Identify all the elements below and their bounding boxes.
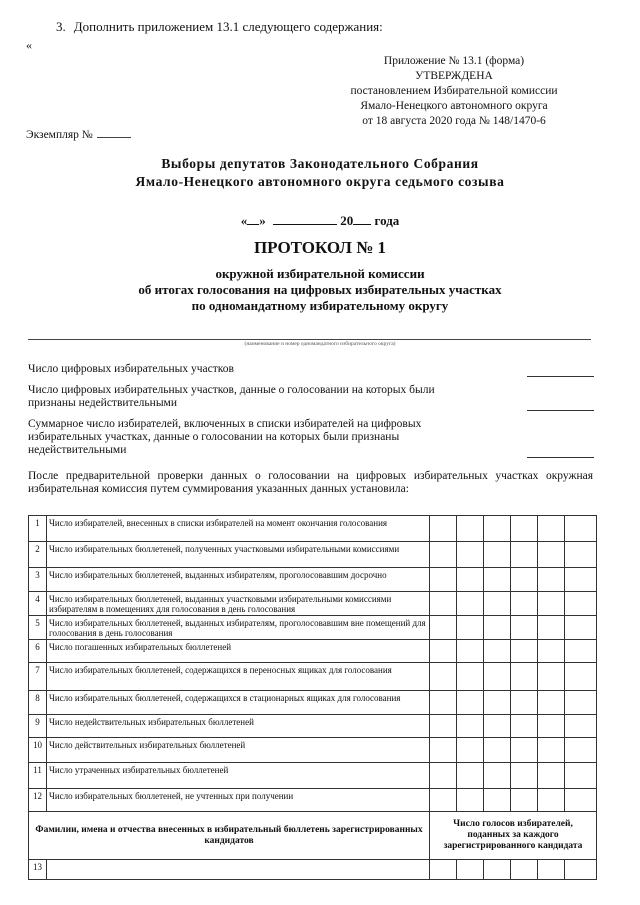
value-cell[interactable] [457,860,484,880]
value-cell[interactable] [430,616,457,640]
candidates-header-left: Фамилии, имена и отчества внесенных в избирательный бюллетень зарегистрированных кандидатов [29,812,430,860]
value-cell[interactable] [484,542,511,568]
value-cell[interactable] [430,592,457,616]
intro-line [56,19,383,35]
row-label: Число избирательных бюллетеней, содержащихся в стационарных ящиках для голосования [47,691,430,715]
intro-text: Дополнить приложением 13.1 следующего содержания: [73,19,383,34]
value-cell[interactable] [484,663,511,691]
value-cell[interactable] [511,691,538,715]
row-label: Число погашенных избирательных бюллетеней [47,640,430,663]
value-cell[interactable] [430,542,457,568]
value-cell[interactable] [565,860,597,880]
copy-label: Экземпляр № [26,129,93,141]
value-cell[interactable] [484,640,511,663]
value-cell[interactable] [511,592,538,616]
value-cell[interactable] [484,860,511,880]
stat-total-voters-blank[interactable] [527,457,594,458]
intro-number: 3. [56,19,66,34]
value-cell[interactable] [565,568,597,592]
value-cell[interactable] [457,763,484,789]
row-number: 7 [29,663,47,691]
value-cell[interactable] [511,715,538,738]
row-label: Число избирательных бюллетеней, выданных избирателям, проголосовавшим досрочно [47,568,430,592]
elections-title-line: Выборы депутатов Законодательного Собрания [161,156,479,171]
day-blank[interactable] [247,212,259,225]
value-cell[interactable] [538,691,565,715]
open-quote: « [26,38,32,52]
value-cell[interactable] [457,738,484,763]
value-cell[interactable] [565,616,597,640]
table-row [29,789,597,812]
row-number: 1 [29,516,47,542]
table-row [29,860,597,880]
value-cell[interactable] [511,763,538,789]
value-cell[interactable] [538,592,565,616]
row-label: Число избирательных бюллетеней, выданных избирателям, проголосовавшим вне помещений для голосования в день голосования [47,616,430,640]
value-cell[interactable] [538,715,565,738]
commission-title-line: окружной избирательной комиссии [215,266,425,281]
copy-number [26,126,131,141]
value-cell[interactable] [538,516,565,542]
approval-line: Ямало-Ненецкого автономного округа [360,100,548,112]
value-cell[interactable] [430,789,457,812]
value-cell[interactable] [457,568,484,592]
row-number: 12 [29,789,47,812]
table-row [29,715,597,738]
candidates-header-row [29,812,597,860]
approval-line: от 18 августа 2020 года № 148/1470-6 [362,115,546,127]
value-cell[interactable] [484,789,511,812]
row-label: Число избирательных бюллетеней, содержащихся в переносных ящиках для голосования [47,663,430,691]
value-cell[interactable] [511,568,538,592]
candidates-header-right: Число голосов избирателей, поданных за каждого зарегистрированного кандидата [430,812,597,860]
value-cell[interactable] [565,738,597,763]
value-cell[interactable] [430,738,457,763]
stat-invalid-precincts: Число цифровых избирательных участков, данные о голосовании на которых были признаны недействительными [28,384,435,409]
date-close-quote: » [259,213,266,228]
value-cell[interactable] [511,860,538,880]
table-row [29,516,597,542]
elections-title [0,155,640,191]
value-cell[interactable] [511,663,538,691]
value-cell[interactable] [457,592,484,616]
value-cell[interactable] [430,763,457,789]
row-label: Число избирательных бюллетеней, полученных участковыми избирательными комиссиями [47,542,430,568]
value-cell[interactable] [484,616,511,640]
value-cell[interactable] [511,738,538,763]
value-cell[interactable] [484,568,511,592]
row-label: Число недействительных избирательных бюллетеней [47,715,430,738]
value-cell[interactable] [457,691,484,715]
candidate-name-cell[interactable] [47,860,430,880]
established-paragraph: После предварительной проверки данных о голосовании на цифровых избирательных участках окружная избирательная комиссия путем суммирования указанных данных установила: [28,470,593,495]
stat-digital-precincts: Число цифровых избирательных участков [28,363,234,375]
table-row [29,616,597,640]
year-blank[interactable] [353,212,371,225]
value-cell[interactable] [457,640,484,663]
value-cell[interactable] [538,616,565,640]
row-label: Число действительных избирательных бюллетеней [47,738,430,763]
stat-total-voters: Суммарное число избирателей, включенных в списки избирателей на цифровых избирательных участках, данные о голосовании на которых были признаны недействительными [28,418,422,456]
stat-invalid-precincts-blank[interactable] [527,410,594,411]
value-cell[interactable] [565,763,597,789]
value-cell[interactable] [565,592,597,616]
value-cell[interactable] [430,663,457,691]
value-cell[interactable] [430,640,457,663]
table-row [29,640,597,663]
value-cell[interactable] [538,738,565,763]
approval-line: Приложение № 13.1 (форма) [383,55,525,67]
table-row [29,738,597,763]
value-cell[interactable] [538,663,565,691]
value-cell[interactable] [565,715,597,738]
year-prefix: 20 [340,213,354,228]
row-number: 3 [29,568,47,592]
value-cell[interactable] [565,663,597,691]
row-label: Число избирательных бюллетеней, не учтенных при получении [47,789,430,812]
copy-number-blank[interactable] [97,126,131,138]
district-note: (наименование и номер одномандатного избирательного округа) [244,341,396,347]
value-cell[interactable] [565,789,597,812]
value-cell[interactable] [538,763,565,789]
row-label: Число утраченных избирательных бюллетеней [47,763,430,789]
table-row [29,691,597,715]
row-label: Число избирателей, внесенных в списки избирателей на момент окончания голосования [47,516,430,542]
value-cell[interactable] [538,542,565,568]
month-blank[interactable] [273,212,337,225]
value-cell[interactable] [538,789,565,812]
commission-title [0,266,640,314]
value-cell[interactable] [565,542,597,568]
value-cell[interactable] [457,715,484,738]
value-cell[interactable] [484,715,511,738]
value-cell[interactable] [430,516,457,542]
commission-title-line: по одномандатному избирательному округу [191,298,449,313]
row-number: 6 [29,640,47,663]
value-cell[interactable] [457,663,484,691]
row-label: Число избирательных бюллетеней, выданных участковыми избирательными комиссиями избирателям в помещениях для голосования в день голосования [47,592,430,616]
row-number: 13 [29,860,47,880]
value-cell[interactable] [430,568,457,592]
table-row [29,592,597,616]
row-number: 9 [29,715,47,738]
row-number: 2 [29,542,47,568]
elections-title-line: Ямало-Ненецкого автономного округа седьмого созыва [135,174,505,189]
row-number: 8 [29,691,47,715]
table-row [29,542,597,568]
value-cell[interactable] [538,568,565,592]
row-number: 10 [29,738,47,763]
value-cell[interactable] [457,789,484,812]
value-cell[interactable] [484,763,511,789]
protocol-title: ПРОТОКОЛ № 1 [253,238,387,257]
date-line [0,212,640,229]
value-cell[interactable] [430,691,457,715]
value-cell[interactable] [484,592,511,616]
value-cell[interactable] [538,640,565,663]
approval-block [324,54,584,129]
value-cell[interactable] [538,860,565,880]
date-open-quote: « [240,213,248,228]
row-number: 4 [29,592,47,616]
value-cell[interactable] [565,691,597,715]
approval-line: УТВЕРЖДЕНА [415,70,493,82]
value-cell[interactable] [511,616,538,640]
approval-line: постановлением Избирательной комиссии [350,85,558,97]
value-cell[interactable] [484,691,511,715]
value-cell[interactable] [484,516,511,542]
value-cell[interactable] [457,542,484,568]
value-cell[interactable] [565,640,597,663]
value-cell[interactable] [565,516,597,542]
value-cell[interactable] [430,715,457,738]
table-row [29,763,597,789]
value-cell[interactable] [511,516,538,542]
row-number: 11 [29,763,47,789]
value-cell[interactable] [457,516,484,542]
stat-digital-precincts-blank[interactable] [527,376,594,377]
value-cell[interactable] [511,640,538,663]
commission-title-line: об итогах голосования на цифровых избирательных участках [138,282,502,297]
value-cell[interactable] [484,738,511,763]
value-cell[interactable] [511,542,538,568]
value-cell[interactable] [511,789,538,812]
value-cell[interactable] [430,860,457,880]
district-name-line[interactable] [28,339,591,340]
table-row [29,568,597,592]
row-number: 5 [29,616,47,640]
value-cell[interactable] [457,616,484,640]
protocol-table [28,515,597,880]
year-suffix: года [374,213,400,228]
table-row [29,663,597,691]
